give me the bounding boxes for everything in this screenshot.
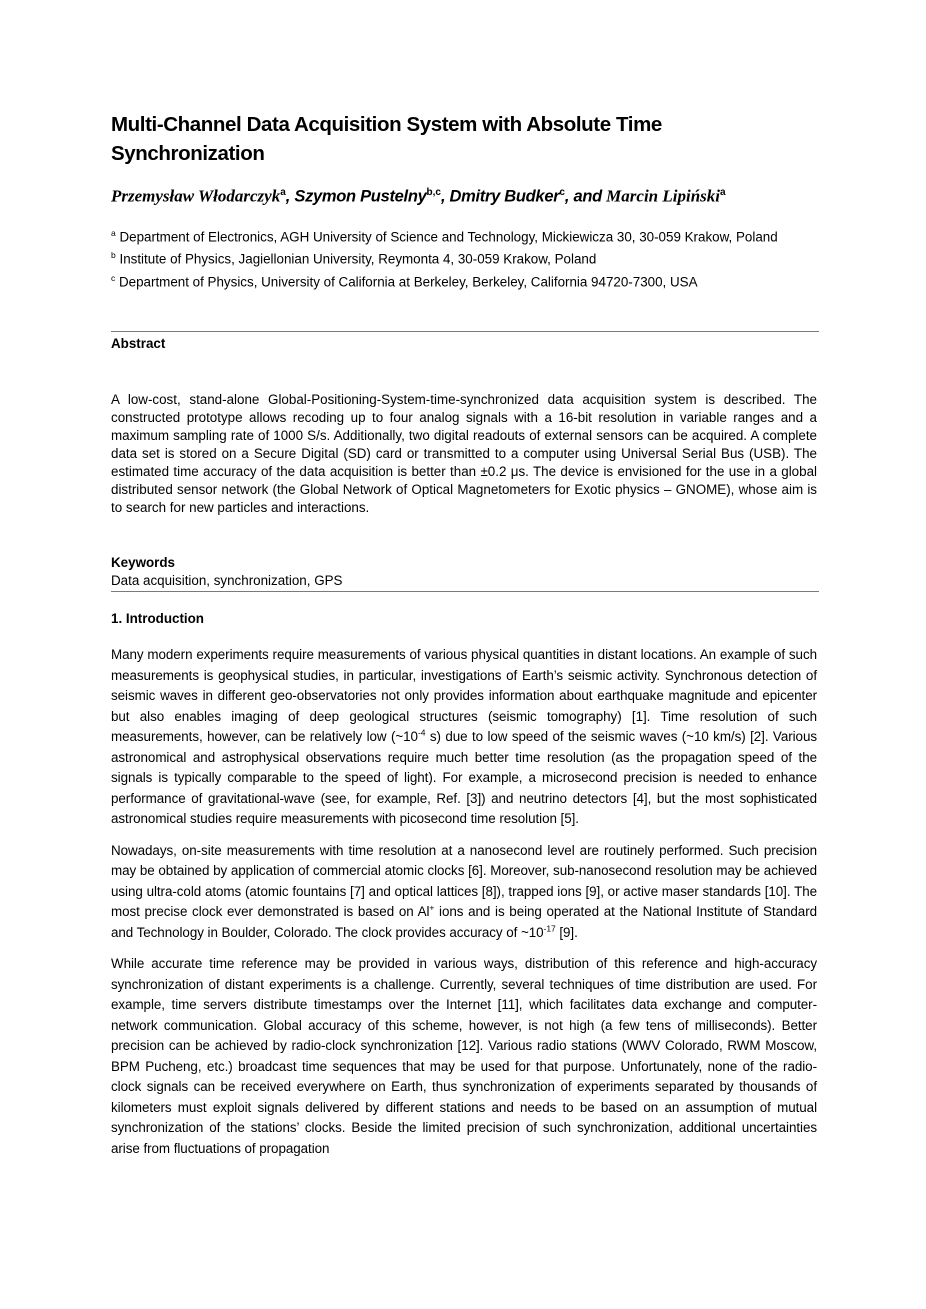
author-list xyxy=(111,181,831,209)
introduction-body xyxy=(111,645,817,1170)
affiliation-marker: b xyxy=(111,250,116,261)
abstract-paragraph: A low-cost, stand-alone Global-Positioning-System-time-synchronized data acquisition system is described. The constructed prototype allows recoding up to four analog signals with a 16-bit resolution in variable ranges and a maximum sampling rate of 1000 S/s. Additionally, two digital readouts of external sensors can be acquired. A complete data set is stored on a Secure Digital (SD) card or transmitted to a computer using Universal Serial Bus (USB). The estimated time accuracy of the data acquisition is better than ±0.2 μs. The device is envisioned for the use in a global distributed sensor network (the Global Network of Optical Magnetometers for Exotic physics – GNOME), whose aim is to search for new particles and interactions. xyxy=(111,392,817,515)
affiliation-text: Department of Electronics, AGH University of Science and Technology, Mickiewicza 30, 30-059 Krakow, Poland xyxy=(119,229,778,245)
text-run: Many modern experiments require measurements of various physical quantities in distant locations. An example of such measurements is geophysical studies, in particular, investigations of Earth’s seismic activity. Synchronous detection of seismic waves in different geo-observatories not only provides information about earthquake magnitude and epicenter but also enables imaging of deep geological structures (seismic tomography) [1]. Time resolution of such measurements, however, can be relatively low (~10 xyxy=(111,647,817,744)
affiliation-text: Institute of Physics, Jagiellonian University, Reymonta 4, 30-059 Krakow, Poland xyxy=(119,251,597,267)
author-affiliation-marker: b,c xyxy=(426,187,441,198)
affiliation-marker: c xyxy=(111,272,116,283)
paper-title: Multi-Channel Data Acquisition System with Absolute Time Synchronization xyxy=(111,113,662,165)
author-name: Szymon Pustelny xyxy=(294,187,427,206)
affiliation-marker: a xyxy=(111,228,116,238)
author-separator: , xyxy=(285,187,295,206)
body-paragraph xyxy=(111,645,817,830)
text-run: ions and is being operated at the National Institute of Standard and Technology in Boulder, Colorado. The clock provides accuracy of ~10 xyxy=(111,904,817,940)
author-affiliation-marker: a xyxy=(720,187,726,198)
author-separator: , and xyxy=(564,187,607,206)
superscript: -4 xyxy=(417,727,426,738)
section-heading-introduction: 1. Introduction xyxy=(111,611,204,626)
author-affiliation-marker: a xyxy=(280,187,286,198)
superscript: -17 xyxy=(543,923,556,934)
keywords-heading: Keywords xyxy=(111,555,175,570)
abstract-text xyxy=(111,391,817,517)
author-name: Marcin Lipiński xyxy=(606,186,721,206)
affiliation-item xyxy=(111,246,816,268)
body-paragraph xyxy=(111,841,817,944)
affiliation-text: Department of Physics, University of California at Berkeley, Berkeley, California 94720-7300, USA xyxy=(118,274,698,290)
keywords-text: Data acquisition, synchronization, GPS xyxy=(111,573,343,588)
author-affiliation-marker: c xyxy=(559,187,565,198)
body-paragraph: While accurate time reference may be provided in various ways, distribution of this reference and high-accuracy synchronization of distant experiments is a challenge. Currently, several techniques of time distribution are used. For example, time servers distribute timestamps over the Internet [11], which facilitates data exchange and computer-network communication. Global accuracy of this scheme, however, is not high (a few tens of milliseconds). Better precision can be achieved by radio-clock synchronization [12]. Various radio stations (WWV Colorado, RWM Moscow, BPM Pucheng, etc.) broadcast time sequences that may be used for that purpose. Unfortunately, none of the radio-clock signals can be received everywhere on Earth, thus synchronization of experiments separated by thousands of kilometers must exploit signals delivered by different stations and needs to be based on an assumption of mutual synchronization of the stations’ clocks. Beside the limited precision of such synchronization, additional uncertainties arise from fluctuations of propagation xyxy=(111,956,817,1156)
affiliation-item xyxy=(111,224,816,246)
affiliation-item xyxy=(111,269,816,291)
author-separator: , xyxy=(440,187,450,206)
affiliation-list xyxy=(111,224,816,291)
text-run: s) due to low speed of the seismic waves (~10 km/s) [2]. Various astronomical and astrophysical observations require much better time resolution (as the propagation speed of the signals is typically comparable to the speed of light). For example, a microsecond precision is needed to enhance performance of gravitational-wave (see, for example, Ref. [3]) and neutrino detectors [4], but the most sophisticated astronomical studies require measurements with picosecond time resolution [5]. xyxy=(111,729,817,826)
divider xyxy=(111,331,819,332)
abstract-heading: Abstract xyxy=(111,336,166,351)
divider xyxy=(111,591,819,592)
author-name: Dmitry Budker xyxy=(449,187,560,206)
author-name: Przemysław Włodarczyk xyxy=(111,186,281,206)
text-run: Nowadays, on-site measurements with time resolution at a nanosecond level are routinely performed. Such precision may be obtained by application of commercial atomic clocks [6]. Moreover, sub-nanosecond resolution may be achieved using ultra-cold atoms (atomic fountains [7] and optical lattices [8]), trapped ions [9], or active maser standards [10]. The most precise clock ever demonstrated is based on Al xyxy=(111,842,817,919)
superscript: + xyxy=(429,902,435,913)
text-run: [9]. xyxy=(555,924,578,940)
